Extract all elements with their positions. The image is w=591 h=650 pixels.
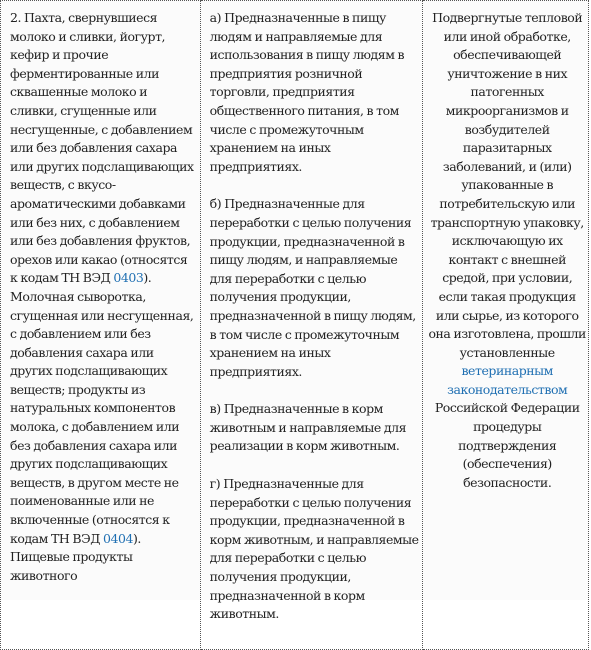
purpose-cell (200, 1, 423, 650)
conditions-text-part-1: Подвергнутые тепловой или иной обработке, обеспечивающей уничтожение в них патогенных микроорганизмов и возбудителей паразитарных заболеваний, и (или) упакованные в потребительскую или транспортную упаковку, исключающую их контакт с внешней средой, при условии, если такая продукция или сырье, из которого она изготовлена, прошли установленные (428, 10, 586, 360)
veterinary-legislation-link[interactable]: ветеринарным законодательством (447, 363, 568, 397)
product-text-part-1: 2. Пахта, свернувшиеся молоко и сливки, йогурт, кефир и прочие ферментированные или сквашенные молоко и сливки, сгущенные или несгущенные, с добавлением или без добавления сахара или других подслащивающих веществ, с вкусо-ароматическими добавками или без них, с добавлением или без добавления фруктов, орехов или какао (относятся к кодам ТН ВЭД (10, 10, 194, 286)
tn-ved-0404-link[interactable]: 0404 (102, 530, 133, 546)
conditions-cell (423, 1, 589, 650)
purpose-item-v: в) Предназначенные в корм животным и направляемые для реализации в корм животным. (209, 401, 407, 454)
product-text-part-2: ). Молочная сыворотка, сгущенная или несгущенная, с добавлением или без добавления сахара или других подслащивающих веществ; продукты из натуральных компонентов молока, с добавлением или без добавления сахара или других подслащивающих веществ, в другом месте не поименованные или не включенные (относятся к кодам ТН ВЭД (10, 270, 194, 546)
purpose-item-g: г) Предназначенные для переработки с целью получения продукции, предназначенной в корм животным, и направляемые для переработки с целью получения продукции, предназначенной в корм животным. (209, 476, 419, 622)
product-description-cell (1, 1, 201, 650)
conditions-text-part-2: Российской Федерации процедуры подтверждения (обеспечения) безопасности. (434, 400, 580, 490)
tn-ved-0403-link[interactable]: 0403 (113, 270, 144, 286)
purpose-item-a: а) Предназначенные в пищу людям и направляемые для использования в пищу людям в предприятия розничной торговли, предприятия общественного питания, в том числе с промежуточным хранением на иных предприятиях. (209, 10, 405, 174)
product-text-part-3: ). Пищевые продукты животного (10, 530, 141, 583)
purpose-item-b: б) Предназначенные для переработки с целью получения продукции, предназначенной в пищу людям, и направляемые для переработки с целью получения продукции, предназначенной в пищу людям, в том числе с промежуточным хранением на иных предприятиях. (209, 196, 416, 379)
table-row (1, 1, 589, 650)
